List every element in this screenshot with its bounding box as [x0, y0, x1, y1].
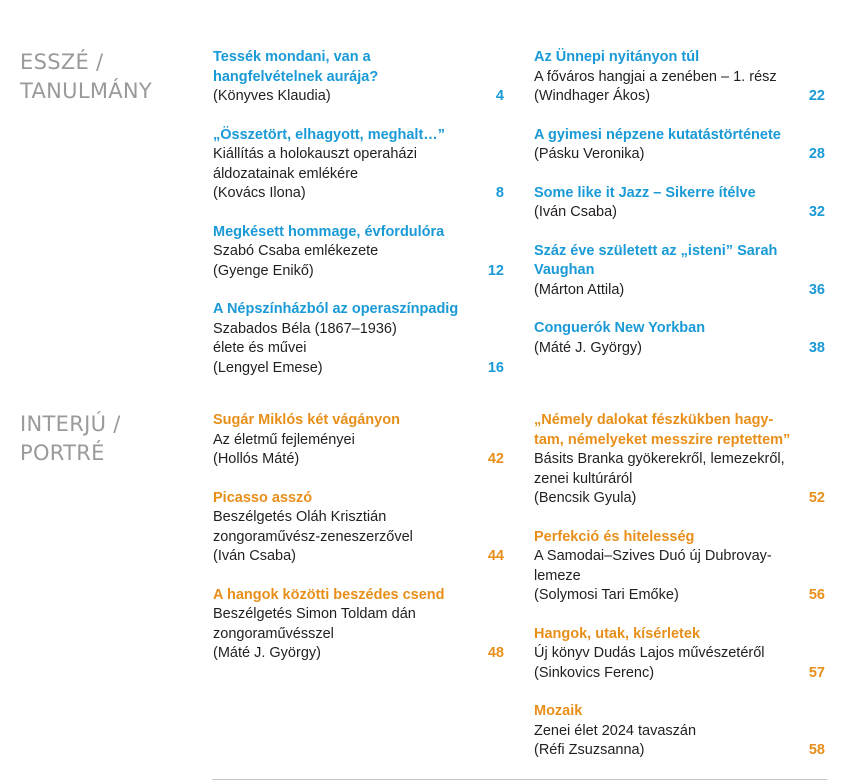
toc-column-essze-left [213, 48, 504, 397]
section-label-line: TANULMÁNY [20, 79, 153, 103]
toc-column-interju-left [213, 411, 504, 683]
entry-author: (Máté J. György) [534, 339, 642, 356]
entry-author: (Máté J. György) [213, 645, 321, 661]
entry-page-number: 8 [495, 185, 504, 201]
toc-entry[interactable] [534, 528, 825, 606]
entry-page-number: 16 [487, 359, 504, 376]
entry-author: (Hollós Máté) [213, 451, 300, 467]
entry-title: A Népszínházból az operaszínpadig [213, 301, 459, 317]
entry-title: Picasso asszó [213, 489, 313, 506]
entry-author: (Solymosi Tari Emőke) [534, 587, 679, 603]
toc-entry[interactable] [534, 702, 825, 761]
toc-entry[interactable] [213, 489, 504, 567]
entry-subtitle: Az életmű fejleményei [213, 431, 355, 448]
entry-title: Hangok, utak, kísérletek [534, 625, 701, 642]
entry-page-number: 48 [487, 645, 504, 661]
toc-entry[interactable] [534, 242, 825, 301]
entry-subtitle: Új könyv Dudás Lajos művészetéről [534, 645, 765, 661]
entry-page-number: 36 [808, 281, 825, 298]
section-label-interju [20, 410, 121, 468]
entry-author: (Iván Csaba) [534, 204, 618, 220]
entry-author: (Sinkovics Ferenc) [534, 664, 655, 681]
entry-author: (Gyenge Enikő) [213, 262, 314, 279]
entry-title-line: „Némely dalokat fészkükben hagy- [534, 412, 774, 428]
bottom-divider [212, 779, 827, 780]
entry-title: Perfekció és hitelesség [534, 528, 695, 545]
entry-author: (Könyves Klaudia) [213, 88, 331, 104]
toc-column-essze-right [534, 48, 825, 377]
entry-page-number: 12 [487, 262, 504, 279]
section-label-essze [20, 48, 152, 106]
toc-entry[interactable] [213, 586, 504, 664]
entry-subtitle: Kiállítás a holokauszt operaházi [213, 146, 417, 162]
entry-title: „Összetört, elhagyott, meghalt…” [213, 126, 446, 143]
entry-title-line: tam, némelyeket messzire reptettem” [534, 431, 791, 448]
toc-entry[interactable] [213, 48, 504, 107]
entry-subtitle: Beszélgetés Oláh Krisztián [213, 509, 387, 525]
entry-title: Az Ünnepi nyitányon túl [534, 49, 700, 65]
entry-page-number: 52 [808, 490, 825, 506]
entry-author: (Iván Csaba) [213, 548, 297, 564]
toc-entry[interactable] [213, 300, 504, 378]
entry-author: (Márton Attila) [534, 281, 625, 298]
entry-page-number: 56 [808, 587, 825, 603]
entry-author: (Windhager Ákos) [534, 88, 651, 104]
toc-entry[interactable] [213, 411, 504, 470]
entry-subtitle: Básits Branka gyökerekről, lemezekről, [534, 451, 785, 467]
toc-entry[interactable] [534, 625, 825, 684]
entry-page-number: 57 [808, 664, 825, 681]
entry-subtitle: Szabó Csaba emlékezete [213, 243, 379, 259]
entry-page-number: 32 [808, 204, 825, 220]
entry-title-line: hangfelvételnek aurája? [213, 68, 379, 85]
entry-subtitle: lemeze [534, 567, 581, 584]
entry-page-number: 28 [808, 146, 825, 162]
entry-subtitle: A főváros hangjai a zenében – 1. rész [534, 68, 777, 85]
section-label-line: PORTRÉ [20, 441, 105, 465]
entry-page-number: 38 [808, 339, 825, 356]
toc-entry[interactable] [534, 319, 825, 358]
entry-title: Some like it Jazz – Sikerre ítélve [534, 184, 756, 201]
entry-title-line: Száz éve született az „isteni” Sarah [534, 242, 778, 259]
entry-author: (Kovács Ilona) [213, 185, 306, 201]
entry-title: Sugár Miklós két vágányon [213, 412, 400, 428]
toc-entry[interactable] [534, 48, 825, 107]
entry-subtitle: élete és művei [213, 340, 307, 356]
entry-subtitle: Zenei élet 2024 tavaszán [534, 722, 697, 739]
entry-page-number: 42 [487, 451, 504, 467]
entry-author: (Réfi Zsuzsanna) [534, 742, 645, 758]
entry-title: A hangok közötti beszédes csend [213, 586, 445, 603]
entry-page-number: 4 [495, 88, 504, 104]
entry-author: (Lengyel Emese) [213, 359, 323, 376]
entry-title: Mozaik [534, 703, 583, 719]
entry-subtitle: Beszélgetés Simon Toldam dán [213, 606, 416, 622]
entry-title [534, 242, 825, 281]
entry-subtitle: Szabados Béla (1867–1936) [213, 320, 397, 337]
section-label-line: ESSZÉ / [20, 50, 104, 74]
entry-title-line: Vaughan [534, 262, 595, 278]
entry-title-line: Tessék mondani, van a [213, 49, 371, 65]
toc-entry[interactable] [534, 126, 825, 165]
entry-title [534, 411, 825, 450]
toc-column-interju-right [534, 411, 825, 780]
entry-page-number: 58 [808, 742, 825, 758]
entry-title [213, 48, 504, 87]
toc-entry[interactable] [534, 184, 825, 223]
entry-subtitle: zenei kultúráról [534, 470, 633, 487]
entry-author: (Pásku Veronika) [534, 146, 645, 162]
entry-title: Conguerók New Yorkban [534, 320, 706, 336]
toc-entry[interactable] [534, 411, 825, 509]
entry-author: (Bencsik Gyula) [534, 490, 637, 506]
entry-subtitle: áldozatainak emlékére [213, 165, 359, 182]
entry-title: A gyimesi népzene kutatástörténete [534, 126, 781, 143]
entry-page-number: 22 [808, 88, 825, 104]
entry-subtitle: A Samodai–Szives Duó új Dubrovay- [534, 548, 772, 564]
section-label-line: INTERJÚ / [20, 412, 121, 436]
toc-entry[interactable] [213, 223, 504, 282]
toc-entry[interactable] [213, 126, 504, 204]
entry-subtitle: zongoraművész-zeneszerzővel [213, 528, 413, 545]
entry-page-number: 44 [487, 548, 504, 564]
entry-title: Megkésett hommage, évfordulóra [213, 223, 445, 240]
entry-subtitle: zongoraművésszel [213, 625, 334, 642]
